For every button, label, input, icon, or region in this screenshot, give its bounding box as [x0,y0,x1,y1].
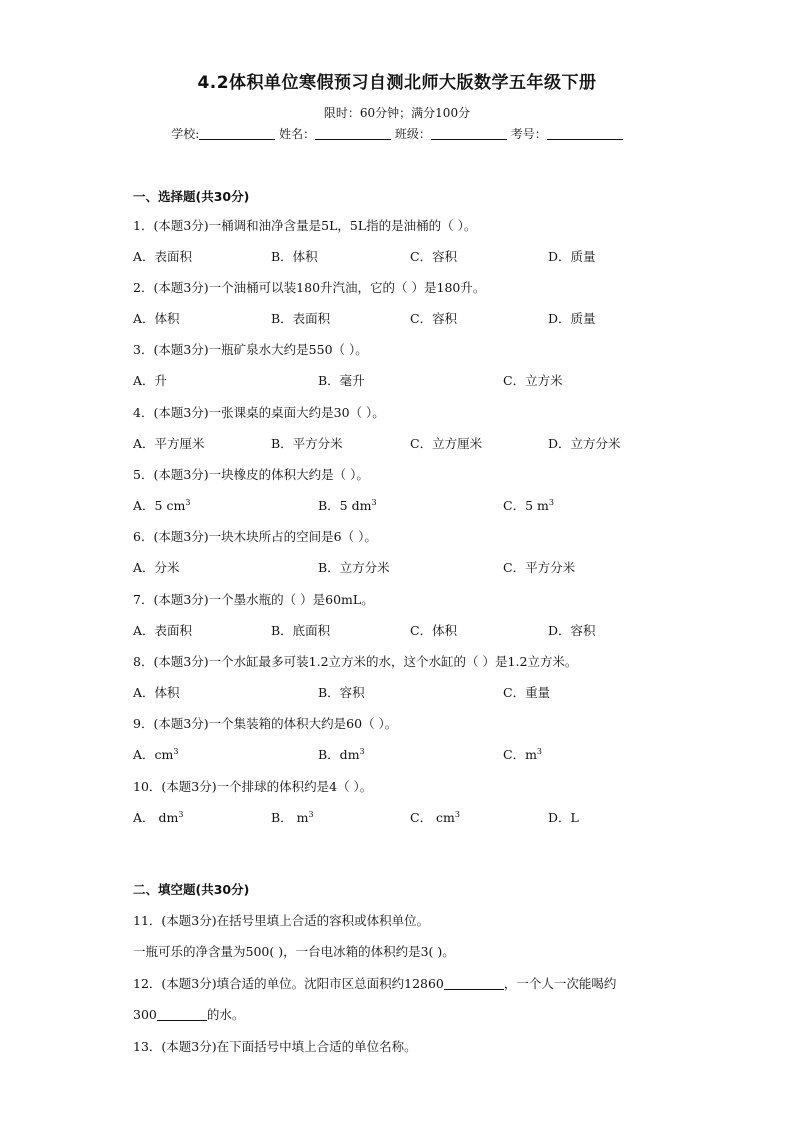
question-9: 9．(本题3分)一个集装箱的体积大约是60（ ）。 [133,716,398,731]
option-a: A．$cm^3$ [133,746,179,762]
option-c: C．立方厘米 [410,436,483,451]
option-a: A．体积 [133,685,180,700]
option-b: B．$dm^3$ [318,746,365,762]
option-d: D．容积 [548,623,596,638]
question-11: 11．(本题3分)在括号里填上合适的容积或体积单位。 [133,913,430,928]
question-13: 13．(本题3分)在下面括号中填上合适的单位名称。 [133,1039,417,1054]
option-b: B．毫升 [318,373,365,388]
option-a: A．5 $cm^3$ [133,497,191,513]
option-a: A．分米 [133,560,180,575]
option-c: C．容积 [410,249,458,264]
fill-blank [157,1008,207,1021]
fill-blank [444,977,504,990]
option-c: C．$m^3$ [503,746,543,762]
question-3: 3．(本题3分)一瓶矿泉水大约是550（ ）。 [133,342,368,357]
option-c: C． $cm^3$ [410,809,460,825]
school-label: 学校: [171,127,200,141]
option-d: D．质量 [548,311,596,326]
question-8: 8．(本题3分)一个水缸最多可装1.2立方米的水，这个水缸的（ ）是1.2立方米。 [133,654,578,669]
option-c: C．重量 [503,685,551,700]
name-blank [315,127,391,140]
school-blank [199,127,275,140]
question-2: 2．(本题3分)一个油桶可以装180升汽油，它的（ ）是180升。 [133,280,486,295]
option-a: A．体积 [133,311,180,326]
option-a: A．升 [133,373,168,388]
section-title: 一、选择题(共30分) [133,189,250,204]
question-5: 5．(本题3分)一块橡皮的体积大约是（ ）。 [133,467,369,482]
section-title: 二、填空题(共30分) [133,882,250,897]
option-a: A．表面积 [133,249,193,264]
student-info-line [0,125,794,142]
option-d: D．立方分米 [548,436,621,451]
question-6: 6．(本题3分)一块木块所占的空间是6（ ）。 [133,529,377,544]
question-4: 4．(本题3分)一张课桌的桌面大约是30（ ）。 [133,405,385,420]
option-b: B．容积 [318,685,365,700]
time-limit: 限时：60分钟；满分100分 [323,106,471,120]
question-12-line: 300 的水。 [133,1007,245,1022]
option-d: D．L [548,810,579,825]
option-b: B．立方分米 [318,560,390,575]
option-a: A．平方厘米 [133,436,205,451]
question-7: 7．(本题3分)一个墨水瓶的（ ）是60mL。 [133,592,374,607]
option-b: B．底面积 [271,623,331,638]
page-title: 4.2体积单位寒假预习自测北师大版数学五年级下册 [197,73,597,93]
option-c: C．体积 [410,623,458,638]
question-12: 12．(本题3分)填合适的单位。沈阳市区总面积约12860 ，一个人一次能喝约 [133,976,617,991]
option-b: B．5 $dm^3$ [318,497,377,513]
option-c: C．5 $m^3$ [503,497,554,513]
exam-no-blank [547,127,623,140]
exam-no-label: 考号： [510,127,547,141]
class-blank [431,127,507,140]
option-a: A．表面积 [133,623,193,638]
option-c: C．平方分米 [503,560,576,575]
option-c: C．立方米 [503,373,563,388]
name-label: 姓名： [279,127,316,141]
option-b: B． $m^3$ [271,809,314,825]
class-label: 班级： [394,127,431,141]
option-b: B．体积 [271,249,318,264]
question-1: 1．(本题3分)一桶调和油净含量是5L，5L指的是油桶的（ ）。 [133,218,477,233]
option-b: B．平方分米 [271,436,343,451]
question-11-line: 一瓶可乐的净含量为500( )，一台电冰箱的体积约是3( )。 [133,944,455,959]
option-c: C．容积 [410,311,458,326]
option-d: D．质量 [548,249,596,264]
option-b: B．表面积 [271,311,331,326]
option-a: A． $dm^3$ [133,809,184,825]
question-10: 10．(本题3分)一个排球的体积约是4（ ）。 [133,779,373,794]
